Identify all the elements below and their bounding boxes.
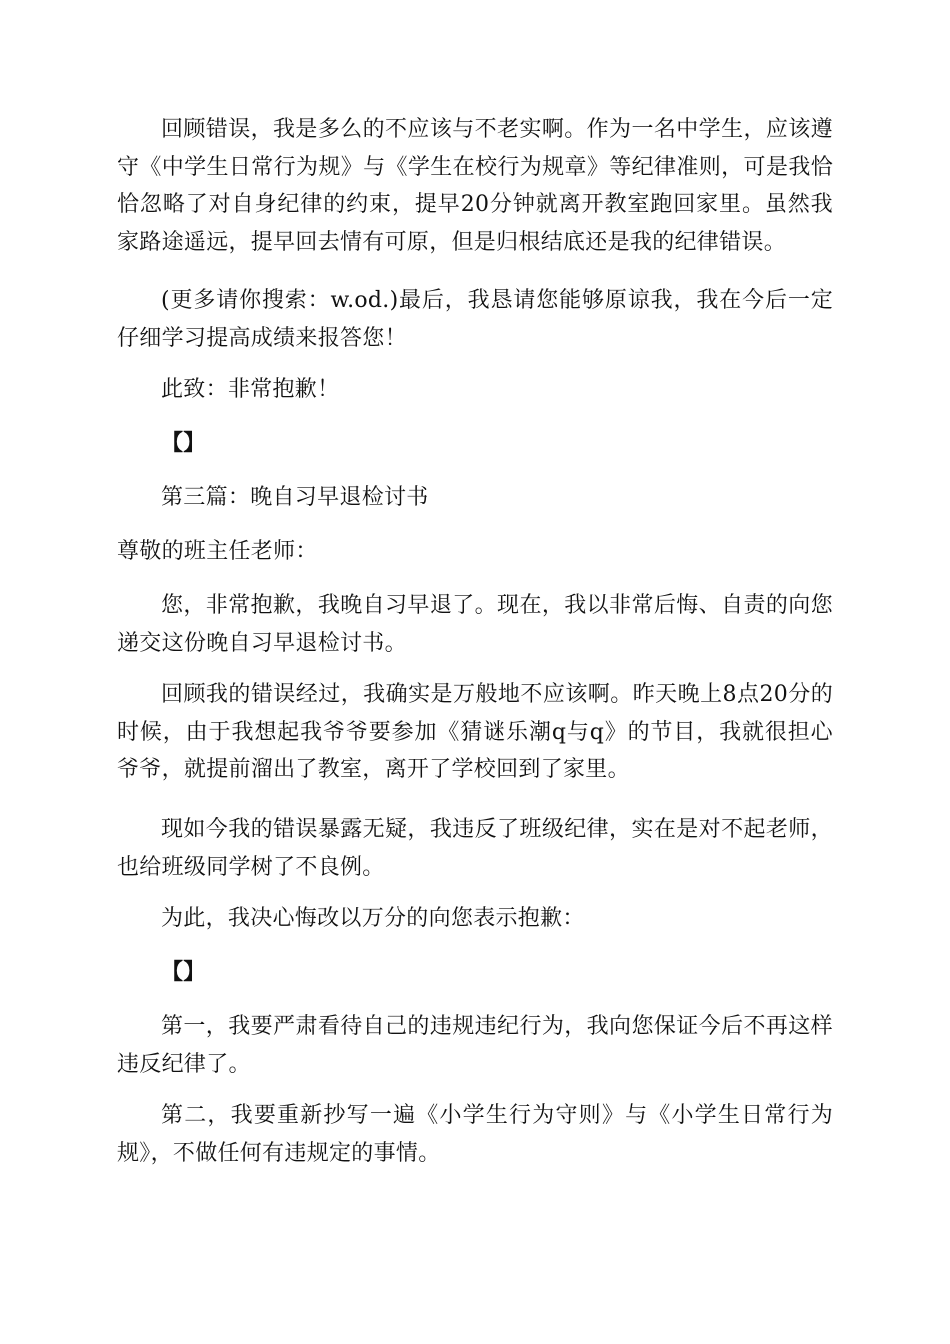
paragraph-pledge-second: 第二，我要重新抄写一遍《小学生行为守则》与《小学生日常行为规》，不做任何有违规定的事情。 [117, 1103, 833, 1166]
section-heading-third: 第三篇：晚自习早退检讨书 [161, 485, 429, 510]
paragraph-bracket-marker: 【】 [161, 959, 206, 985]
paragraph-closing-apology: 此致：非常抱歉！ [161, 377, 340, 402]
paragraph-mistake-account: 回顾我的错误经过，我确实是万般地不应该啊。昨天晚上8点20分的时候，由于我想起我爷爷要参加《猜谜乐潮q与q》的节目，我就很担心爷爷，就提前溜出了教室，离开了学校回到了家里。 [117, 682, 833, 782]
paragraph-opening-apology: 您，非常抱歉，我晚自习早退了。现在，我以非常后悔、自责的向您递交这份晚自习早退检讨书。 [117, 593, 833, 656]
paragraph-resolve: 为此，我决心悔改以万分的向您表示抱歉： [161, 906, 585, 931]
paragraph-bracket-marker: 【】 [161, 430, 206, 456]
paragraph-review-mistake: 回顾错误，我是多么的不应该与不老实啊。作为一名中学生，应该遵守《中学生日常行为规》与《学生在校行为规章》等纪律准则，可是我恰恰忽略了对自身纪律的约束，提早20分钟就离开教室跑回家里。虽然我家路途遥远，提早回去情有可原，但是归根结底还是我的纪律错误。 [117, 117, 833, 255]
paragraph-mistake-exposed: 现如今我的错误暴露无疑，我违反了班级纪律，实在是对不起老师，也给班级同学树了不良例。 [117, 817, 833, 880]
salutation: 尊敬的班主任老师： [117, 539, 318, 564]
paragraph-final-request: (更多请你搜索：w.od.)最后，我恳请您能够原谅我，我在今后一定仔细学习提高成绩来报答您！ [117, 288, 833, 351]
paragraph-pledge-first: 第一，我要严肃看待自己的违规违纪行为，我向您保证今后不再这样违反纪律了。 [117, 1014, 833, 1077]
